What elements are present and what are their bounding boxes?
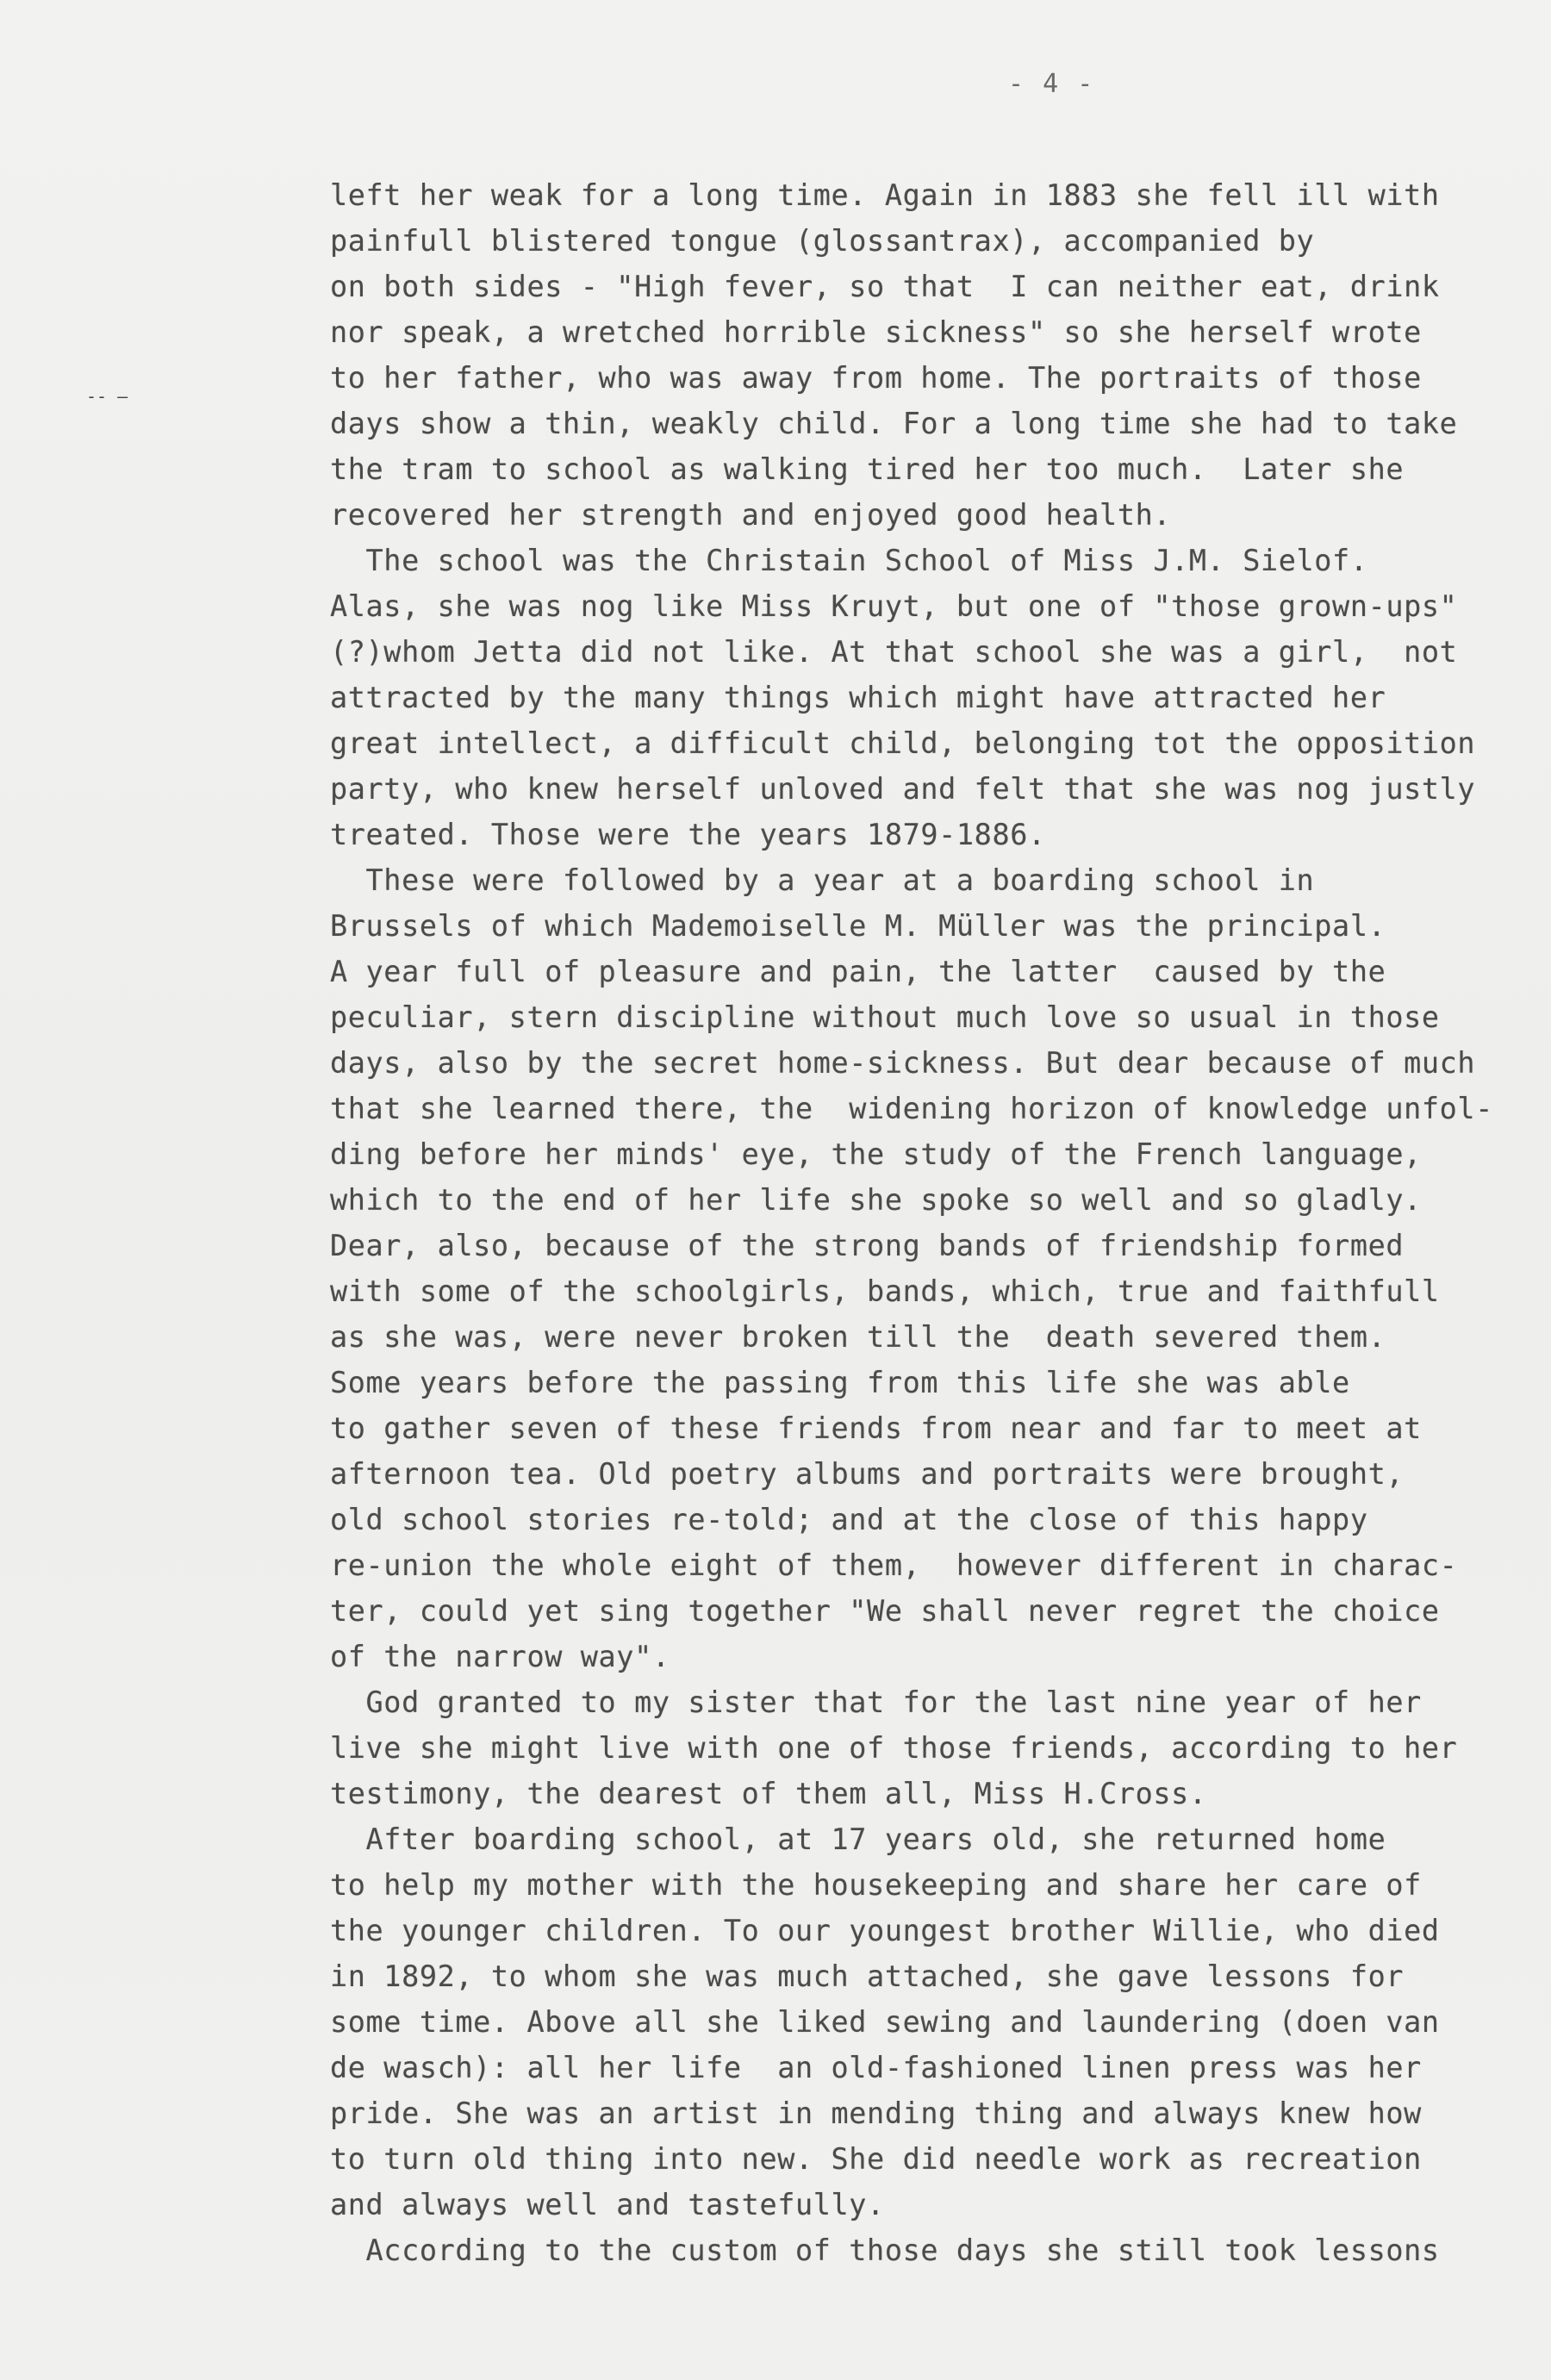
typed-body-text: [330, 172, 1532, 2273]
text-line: with some of the schoolgirls, bands, which, true and faithfull: [330, 1274, 1440, 1308]
text-line: party, who knew herself unloved and felt that she was nog justly: [330, 772, 1476, 806]
text-line: Dear, also, because of the strong bands of friendship formed: [330, 1229, 1405, 1262]
text-line: Some years before the passing from this life she was able: [330, 1366, 1350, 1399]
text-line: recovered her strength and enjoyed good health.: [330, 498, 1172, 532]
text-line: ding before her minds' eye, the study of the French language,: [330, 1137, 1422, 1171]
text-line: Brussels of which Mademoiselle M. Müller was the principal.: [330, 909, 1386, 943]
text-line: nor speak, a wretched horrible sickness" so she herself wrote: [330, 315, 1422, 349]
page-number: - 4 -: [1008, 69, 1095, 99]
text-line: Alas, she was nog like Miss Kruyt, but one of "those grown-ups": [330, 589, 1458, 623]
text-line: ter, could yet sing together "We shall never regret the choice: [330, 1594, 1440, 1628]
text-line: to gather seven of these friends from near and far to meet at: [330, 1411, 1422, 1445]
text-line: According to the custom of those days she still took lessons: [330, 2234, 1440, 2267]
text-line: the tram to school as walking tired her too much. Later she: [330, 452, 1405, 486]
text-line: After boarding school, at 17 years old, she returned home: [330, 1822, 1386, 1856]
text-line: de wasch): all her life an old-fashioned linen press was her: [330, 2051, 1422, 2084]
text-line: painfull blistered tongue (glossantrax), accompanied by: [330, 224, 1315, 258]
text-line: the younger children. To our youngest brother Willie, who died: [330, 1914, 1440, 1947]
text-line: A year full of pleasure and pain, the latter caused by the: [330, 955, 1386, 988]
text-line: attracted by the many things which might have attracted her: [330, 681, 1386, 714]
text-line: great intellect, a difficult child, belonging tot the opposition: [330, 726, 1476, 760]
text-line: re-union the whole eight of them, however different in charac-: [330, 1548, 1458, 1582]
text-line: (?)whom Jetta did not like. At that school she was a girl, not: [330, 635, 1458, 669]
text-line: to help my mother with the housekeeping and share her care of: [330, 1868, 1422, 1902]
text-line: pride. She was an artist in mending thing and always knew how: [330, 2097, 1422, 2130]
text-line: live she might live with one of those friends, according to her: [330, 1731, 1458, 1765]
text-line: to her father, who was away from home. The portraits of those: [330, 361, 1422, 395]
text-line: These were followed by a year at a boarding school in: [330, 863, 1315, 897]
text-line: some time. Above all she liked sewing and laundering (doen van: [330, 2005, 1440, 2039]
margin-mark: -- —: [86, 386, 128, 407]
text-line: old school stories re-told; and at the close of this happy: [330, 1503, 1368, 1536]
text-line: as she was, were never broken till the death severed them.: [330, 1320, 1386, 1354]
text-line: in 1892, to whom she was much attached, she gave lessons for: [330, 1959, 1405, 1993]
text-line: God granted to my sister that for the last nine year of her: [330, 1685, 1422, 1719]
text-line: on both sides - "High fever, so that I can neither eat, drink: [330, 270, 1440, 303]
text-line: days show a thin, weakly child. For a long time she had to take: [330, 407, 1458, 440]
text-line: to turn old thing into new. She did needle work as recreation: [330, 2142, 1422, 2176]
text-line: treated. Those were the years 1879-1886.: [330, 818, 1046, 851]
text-line: left her weak for a long time. Again in 1883 she fell ill with: [330, 178, 1440, 212]
text-line: which to the end of her life she spoke so well and so gladly.: [330, 1183, 1422, 1217]
text-line: that she learned there, the widening horizon of knowledge unfol-: [330, 1092, 1493, 1125]
text-line: The school was the Christain School of Miss J.M. Sielof.: [330, 544, 1368, 577]
text-line: of the narrow way".: [330, 1640, 670, 1673]
text-line: afternoon tea. Old poetry albums and portraits were brought,: [330, 1457, 1405, 1491]
text-line: testimony, the dearest of them all, Miss H.Cross.: [330, 1777, 1207, 1810]
text-line: and always well and tastefully.: [330, 2188, 885, 2221]
text-line: peculiar, stern discipline without much love so usual in those: [330, 1000, 1440, 1034]
text-line: days, also by the secret home-sickness. But dear because of much: [330, 1046, 1476, 1080]
